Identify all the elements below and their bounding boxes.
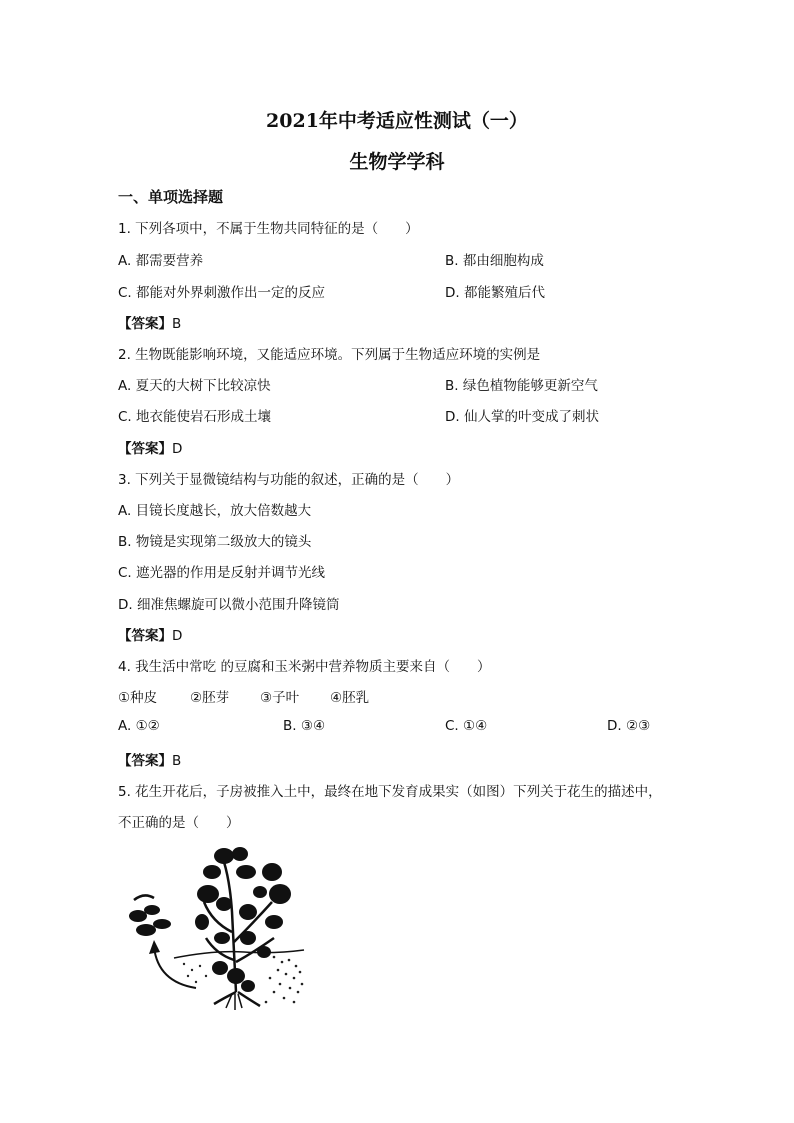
peanut-pods [129,905,171,936]
question-2-option-a: A. 夏天的大树下比较凉快 [118,378,271,394]
question-4-item-3: ③子叶 [260,690,300,706]
question-5-stem-line-1: 5. 花生开花后，子房被推入土中，最终在地下发育成果实（如图）下列关于花生的描述中， [118,784,662,800]
question-3-answer [118,624,182,644]
question-4-answer [118,749,181,769]
question-4-option-d: D. ②③ [607,718,651,734]
arrow-head-icon [149,940,160,954]
peanut-plant-figure [124,842,306,1010]
question-2-option-b: B. 绿色植物能够更新空气 [445,378,598,394]
question-1-option-c: C. 都能对外界刺激作出一定的反应 [118,285,326,301]
question-2-answer [118,437,182,457]
plant-leaves [195,847,291,992]
question-3-option-d: D. 细准焦螺旋可以微小范围升降镜筒 [118,597,340,613]
answer-label: 【答案】 [118,441,172,457]
page-title: 2021年中考适应性测试（一） [266,110,528,132]
question-2-option-c: C. 地衣能使岩石形成土壤 [118,409,272,425]
question-3-option-c: C. 遮光器的作用是反射并调节光线 [118,565,326,581]
question-2-option-d: D. 仙人掌的叶变成了刺状 [445,409,599,425]
question-1-option-d: D. 都能繁殖后代 [445,285,545,301]
growth-arrow [154,947,196,988]
question-2-stem: 2. 生物既能影响环境，又能适应环境。下列属于生物适应环境的实例是 [118,347,541,363]
question-5-stem-line-2: 不正确的是（ ） [118,815,240,831]
question-1-stem: 1. 下列各项中，不属于生物共同特征的是（ ） [118,221,419,237]
plant-stems [204,862,274,1006]
question-4-item-1: ①种皮 [118,690,158,706]
question-4-stem: 4. 我生活中常吃 的豆腐和玉米粥中营养物质主要来自（ ） [118,659,491,675]
answer-value: D [172,628,183,644]
question-3-stem: 3. 下列关于显微镜结构与功能的叙述，正确的是（ ） [118,472,460,488]
answer-label: 【答案】 [118,628,172,644]
question-1-answer [118,312,181,332]
question-1-option-b: B. 都由细胞构成 [445,253,544,269]
question-3-option-a: A. 目镜长度越长，放大倍数越大 [118,503,312,519]
question-4-option-c: C. ①④ [445,718,488,734]
answer-value: B [172,316,182,332]
question-4-item-4: ④胚乳 [330,690,370,706]
subject-title: 生物学学科 [349,151,445,173]
section-heading: 一、单项选择题 [118,188,224,206]
question-4-option-a: A. ①② [118,718,160,734]
soil-line [174,950,304,958]
question-4-item-2: ②胚芽 [190,690,230,706]
answer-value: D [172,441,183,457]
answer-label: 【答案】 [118,753,172,769]
answer-label: 【答案】 [118,316,172,332]
question-3-option-b: B. 物镜是实现第二级放大的镜头 [118,534,312,550]
question-4-option-b: B. ③④ [283,718,326,734]
question-1-option-a: A. 都需要营养 [118,253,204,269]
answer-value: B [172,753,182,769]
